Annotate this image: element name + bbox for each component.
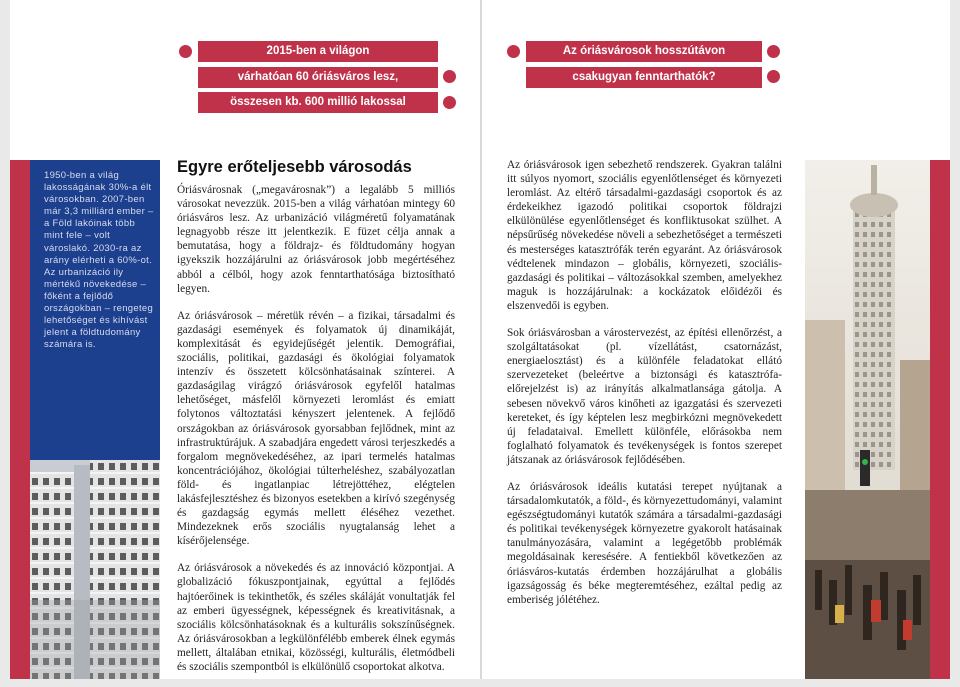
sidebar-text: 1950-ben a világ lakosságának 30%-a élt városokban. 2007-ben már 3,3 milliárd ember – a Föld lakóinak több mint fele – volt városlakó. 2030-ra az arány elérheti a 60%-ot. Az urbanizáció ily mértékű növekedése – főként a fejlődő országokban – rengeteg lehetőséget és kihívást jelent a földtudomány számára is. <box>44 170 154 351</box>
paragraph: Az óriásvárosok igen sebezhető rendszerek. Gyakran találni itt súlyos nyomort, szociális egyenlőtlenséget és környezeti leromlást. Az eltérő társadalmi-gazdasági csoportok és az érdekeikhez igazodó politikai csoportok földrajzi elkülönülése egyenlőtlenséget és konfliktusokat szülhet. A népsűrűség növekedése növeli a sebezhetőséget a természeti és mesterséges katasztrófák terén egyaránt. Az óriásvárosok védtelenek mindazon – globális, környezeti, szociális-gazdasági és politikai – változásokkal szemben, amelyekhez maguk is hozzájárulnak: a kockázatok előidézői és elszenvedői is egyben. <box>507 159 782 312</box>
banner-dot <box>767 45 780 58</box>
paragraph: Az óriásvárosok – méretük révén – a fizikai, társadalmi és gazdasági események és folyamatok új dinamikáját, komplexitását és egyidejűségét jelentik. Demográfiai, szociális, politikai, gazdasági és ökológiai folyamatok intenzív és összetett kölcsönhatásainak színterei. A gazdaságilag virágzó óriásvárosok egyfelől hatalmas lehetőséget, másfelől környezeti leromlást és emiatt folytonos változtatási kényszert jelentenek. A fejlődő országokban az óriásvárosok gyorsabban fejlődnek, mint az infrastruktúrájuk. A szabadjára engedett városi terjeszkedés a forgalom megnövekedéséhez, az ipari termelés hatalmas koncentrációjához, ökológiai túlterheléshez, szabályozatlan föld- és ingatlanpiac létrejöttéhez, elégtelen lakásfejlesztéshez és bizonyos esetekben a kirívó szegénység és gazdagság egymás mellett éléséhez vezethet. Mindezeknek erős szociális nyugtalanság lehet a kísérőjelensége. <box>177 309 455 548</box>
banner-dot <box>443 96 456 109</box>
paragraph: Az óriásvárosok ideális kutatási terepet nyújtanak a társadalomkutatók, a föld-, és környezettudományi, valamint egészségtudományi kutatók számára a társadalmi-gazdasági és politikai tevékenységek környezetre gyakorolt hatásainak tanulmányozására, valamint a legégetőbb problémák megoldásainak keresésére. A fentiekből következően az óriásváros-kutatás érdemben hozzájárulhat a globális igazságosság és béke megteremtéséhez, ezáltal pedig az emberiség jólétéhez. <box>507 480 782 606</box>
paragraph: Az óriásvárosok a növekedés és az innováció központjai. A globalizáció fókuszpontjainak, egyúttal a fejlődés hajtóerőinek is tekinthetők, és széles skáláját vonultatják fel az emberi ügyességnek, képességnek és kreativitásnak, a szociális kölcsönhatásoknak és a kulturális sokszínűségnek. Az óriásvárosokban a legkülönfélébb emberek élnek egymás mellett, általában etnikai, közösségi, kulturális, életmódbeli és szociális szempontból is elkülönülő csoportokat alkotva. <box>177 562 455 673</box>
left-banner-line-2: várhatóan 60 óriásváros lesz, <box>198 67 438 88</box>
article-column-1 <box>177 183 455 687</box>
banner-dot <box>179 45 192 58</box>
banner-dot <box>443 70 456 83</box>
banner-dot <box>767 70 780 83</box>
city-street-photo <box>805 160 930 679</box>
left-banner-line-3: összesen kb. 600 millió lakossal <box>198 92 438 113</box>
fact-sidebar <box>30 160 160 679</box>
article-title: Egyre erőteljesebb városodás <box>177 158 412 176</box>
apartment-block-photo <box>30 160 160 679</box>
left-red-band <box>10 160 30 679</box>
page-crease <box>480 0 482 679</box>
right-banner-line-2: csakugyan fenntarthatók? <box>526 67 762 88</box>
banner-dot <box>507 45 520 58</box>
paragraph: Óriásvárosnak („megavárosnak”) a legalább 5 milliós városokat nevezzük. 2015-ben a világ várhatóan mintegy 60 óriásváros lesz. Az urbanizáció világméretű folyamatának legnagyobb része itt jelentkezik. E füzet célja annak a bemutatása, hogy a földrajz- és földtudomány hogyan igyekszik hozzájárulni az óriásvárosok jobb megértéséhez abból a célból, hogy azok fenntarthatósága biztosítható legyen. <box>177 184 455 295</box>
right-red-band <box>930 160 950 679</box>
article-column-2 <box>507 158 782 620</box>
paragraph: Sok óriásvárosban a várostervezést, az építési ellenőrzést, a szolgáltatásokat (pl. vízellátást, csatornázást, energiaelosztást) és a különféle feladatokat ellátó szervezeteket (beleértve a biztonsági és katasztrófa-előrejelzést is) az irányítás alkalmatlansága gátolja. A sebesen növekvő város kinőheti az igazgatási és szervezeti kereteket, és így képtelen lesz megbirkózni megnövekedett új feladataival. Emellett különféle, előrásokba nem foglalható folyamatok és tevékenységek is fontos szerepet játszanak az óriásvárosok fejlődésében. <box>507 327 782 466</box>
left-banner-line-1: 2015-ben a világon <box>198 41 438 62</box>
right-banner-line-1: Az óriásvárosok hosszútávon <box>526 41 762 62</box>
